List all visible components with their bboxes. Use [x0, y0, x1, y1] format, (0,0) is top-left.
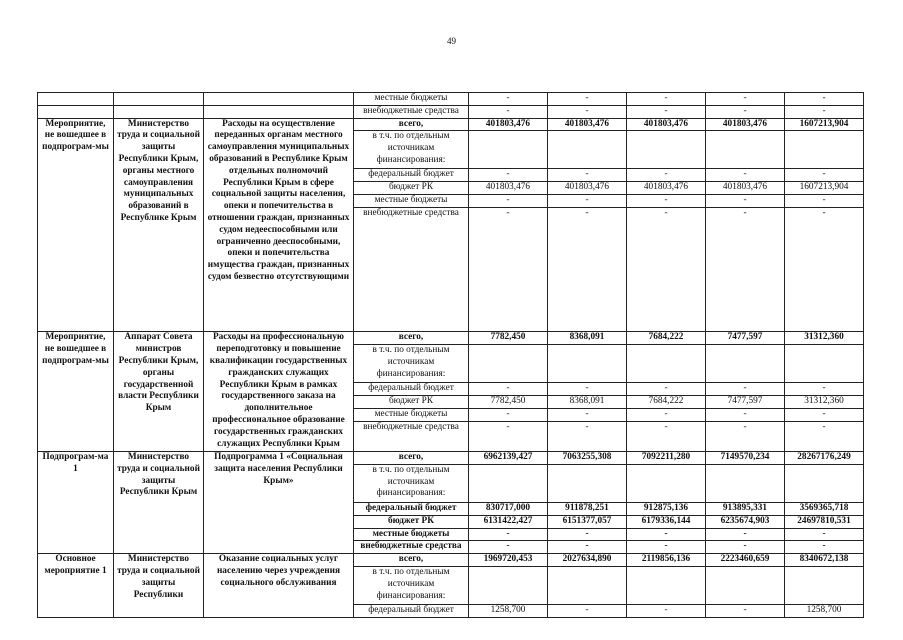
value-cell: - — [706, 93, 785, 106]
value-cell: - — [785, 383, 864, 396]
value-cell: 6151377,057 — [548, 515, 627, 528]
value-cell — [627, 566, 706, 604]
value-cell: - — [706, 408, 785, 421]
title-cell — [38, 105, 114, 118]
value-cell: - — [706, 169, 785, 182]
funding-source-cell: местные бюджеты — [354, 528, 469, 541]
value-cell: - — [469, 528, 548, 541]
table-row — [38, 93, 864, 106]
funding-source-cell: всего, — [354, 118, 469, 131]
value-cell: 8368,091 — [548, 396, 627, 409]
value-cell: - — [785, 105, 864, 118]
value-cell: 6235674,903 — [706, 515, 785, 528]
table-body — [38, 93, 864, 618]
table-row — [38, 105, 864, 118]
value-cell: - — [469, 421, 548, 451]
funding-source-cell: федеральный бюджет — [354, 502, 469, 515]
funding-source-cell: федеральный бюджет — [354, 169, 469, 182]
value-cell: - — [469, 169, 548, 182]
value-cell: 830717,000 — [469, 502, 548, 515]
value-cell — [469, 566, 548, 604]
value-cell: 28267176,249 — [785, 452, 864, 465]
value-cell: - — [548, 93, 627, 106]
value-cell: 6962139,427 — [469, 452, 548, 465]
value-cell — [785, 131, 864, 169]
funding-source-cell: в т.ч. по отдельным источникам финансирования: — [354, 464, 469, 502]
title-cell — [38, 93, 114, 106]
funding-source-cell: внебюджетные средства — [354, 105, 469, 118]
value-cell — [627, 131, 706, 169]
value-cell: - — [627, 207, 706, 331]
value-cell: - — [785, 408, 864, 421]
block-title: Мероприятие, не вошедшее в подпрограм-мы — [38, 332, 114, 452]
funding-source-cell: федеральный бюджет — [354, 383, 469, 396]
value-cell: - — [785, 421, 864, 451]
value-cell: - — [627, 528, 706, 541]
value-cell: - — [706, 528, 785, 541]
value-cell: - — [627, 605, 706, 618]
value-cell: 2223460,659 — [706, 554, 785, 567]
value-cell: - — [785, 195, 864, 208]
value-cell: 31312,360 — [785, 396, 864, 409]
value-cell: 2119856,136 — [627, 554, 706, 567]
value-cell — [785, 566, 864, 604]
value-cell: - — [469, 93, 548, 106]
budget-table — [37, 92, 864, 618]
value-cell: 911878,251 — [548, 502, 627, 515]
value-cell: 1969720,453 — [469, 554, 548, 567]
value-cell: 7477,597 — [706, 396, 785, 409]
table-row — [38, 332, 864, 345]
value-cell: - — [785, 207, 864, 331]
executor: Министерство труда и социальной защиты Республики — [114, 554, 204, 618]
funding-source-cell: всего, — [354, 452, 469, 465]
block-title: Основное мероприятие 1 — [38, 554, 114, 618]
value-cell: 7477,597 — [706, 332, 785, 345]
value-cell — [706, 566, 785, 604]
value-cell: - — [548, 383, 627, 396]
table-row — [38, 452, 864, 465]
value-cell: 6131422,427 — [469, 515, 548, 528]
value-cell: - — [706, 421, 785, 451]
value-cell: 7684,222 — [627, 396, 706, 409]
value-cell — [469, 131, 548, 169]
funding-source-cell: внебюджетные средства — [354, 207, 469, 331]
block-title: Мероприятие, не вошедшее в подпрограм-мы — [38, 118, 114, 332]
description-cell — [204, 105, 354, 118]
value-cell: - — [469, 105, 548, 118]
value-cell — [706, 345, 785, 383]
value-cell: 401803,476 — [627, 182, 706, 195]
value-cell: 31312,360 — [785, 332, 864, 345]
funding-source-cell: внебюджетные средства — [354, 421, 469, 451]
value-cell: 1607213,904 — [785, 118, 864, 131]
value-cell: - — [548, 169, 627, 182]
value-cell: 1607213,904 — [785, 182, 864, 195]
description-cell — [204, 93, 354, 106]
value-cell — [706, 131, 785, 169]
value-cell — [627, 464, 706, 502]
value-cell: - — [785, 169, 864, 182]
block-title: Подпрограм-ма 1 — [38, 452, 114, 554]
value-cell: 2027634,890 — [548, 554, 627, 567]
value-cell: 1258,700 — [785, 605, 864, 618]
value-cell: - — [469, 541, 548, 554]
value-cell: 7092211,280 — [627, 452, 706, 465]
value-cell: 401803,476 — [548, 182, 627, 195]
page-number: 49 — [447, 36, 456, 46]
table-row — [38, 554, 864, 567]
value-cell: - — [627, 93, 706, 106]
description: Расходы на профессиональную переподготовку и повышение квалификации государственных гражданских служащих Республики Крым в рамках государственного заказа на дополнительное профессиональное образование государственных гражданских служащих Республики Крым — [204, 332, 354, 452]
funding-source-cell: в т.ч. по отдельным источникам финансирования: — [354, 131, 469, 169]
value-cell: 3569365,718 — [785, 502, 864, 515]
value-cell: - — [627, 408, 706, 421]
value-cell: - — [706, 195, 785, 208]
value-cell: - — [469, 408, 548, 421]
funding-source-cell: бюджет РК — [354, 182, 469, 195]
value-cell: - — [785, 528, 864, 541]
value-cell — [785, 464, 864, 502]
funding-source-cell: в т.ч. по отдельным источникам финансирования: — [354, 566, 469, 604]
executor: Аппарат Совета министров Республики Крым, органы государственной власти Республики Крым — [114, 332, 204, 452]
funding-source-cell: местные бюджеты — [354, 408, 469, 421]
value-cell: - — [548, 541, 627, 554]
value-cell: 6179336,144 — [627, 515, 706, 528]
funding-source-cell: федеральный бюджет — [354, 605, 469, 618]
value-cell: 8340672,138 — [785, 554, 864, 567]
value-cell: 1258,700 — [469, 605, 548, 618]
description: Подпрограмма 1 «Социальная защита населения Республики Крым» — [204, 452, 354, 554]
executor-cell — [114, 105, 204, 118]
value-cell — [469, 464, 548, 502]
value-cell: - — [548, 207, 627, 331]
value-cell: 401803,476 — [627, 118, 706, 131]
funding-source-cell: в т.ч. по отдельным источникам финансирования: — [354, 345, 469, 383]
value-cell: 7782,450 — [469, 396, 548, 409]
funding-source-cell: бюджет РК — [354, 396, 469, 409]
value-cell: 401803,476 — [469, 182, 548, 195]
executor: Министерство труда и социальной защиты Республики Крым, органы местного самоуправления муниципальных образований в Республике Крым — [114, 118, 204, 332]
description: Оказание социальных услуг населению через учреждения социального обслуживания — [204, 554, 354, 618]
funding-source-cell: всего, — [354, 554, 469, 567]
value-cell — [548, 345, 627, 383]
value-cell: - — [706, 105, 785, 118]
value-cell: - — [469, 207, 548, 331]
value-cell: 401803,476 — [706, 118, 785, 131]
value-cell — [785, 345, 864, 383]
description: Расходы на осуществление переданных органам местного самоуправления муниципальных образований в Республике Крым отдельных полномочий Республики Крым в сфере социальной защиты населения, опеки и попечительства в отношении граждан, признанных судом недееспособными или ограниченно дееспособными, опеки и попечительства имущества граждан, признанных судом безвестно отсутствующими — [204, 118, 354, 332]
value-cell — [548, 131, 627, 169]
value-cell: - — [548, 421, 627, 451]
value-cell — [469, 345, 548, 383]
value-cell — [627, 345, 706, 383]
table-row — [38, 118, 864, 131]
value-cell: - — [706, 605, 785, 618]
value-cell: - — [706, 207, 785, 331]
value-cell: - — [627, 105, 706, 118]
value-cell: 7782,450 — [469, 332, 548, 345]
value-cell: 401803,476 — [706, 182, 785, 195]
funding-source-cell: местные бюджеты — [354, 93, 469, 106]
value-cell: 7149570,234 — [706, 452, 785, 465]
value-cell: - — [627, 195, 706, 208]
value-cell: 7684,222 — [627, 332, 706, 345]
value-cell: 913895,331 — [706, 502, 785, 515]
value-cell: - — [627, 383, 706, 396]
value-cell: - — [548, 408, 627, 421]
value-cell: - — [548, 605, 627, 618]
value-cell: - — [627, 541, 706, 554]
funding-source-cell: всего, — [354, 332, 469, 345]
funding-source-cell: бюджет РК — [354, 515, 469, 528]
value-cell: 7063255,308 — [548, 452, 627, 465]
executor: Министерство труда и социальной защиты Республики Крым — [114, 452, 204, 554]
value-cell: - — [706, 541, 785, 554]
value-cell — [548, 566, 627, 604]
value-cell: - — [785, 541, 864, 554]
value-cell: - — [548, 528, 627, 541]
value-cell: 912875,136 — [627, 502, 706, 515]
value-cell: - — [785, 93, 864, 106]
value-cell: - — [627, 421, 706, 451]
value-cell: - — [469, 195, 548, 208]
value-cell: 8368,091 — [548, 332, 627, 345]
value-cell: - — [627, 169, 706, 182]
funding-source-cell: внебюджетные средства — [354, 541, 469, 554]
executor-cell — [114, 93, 204, 106]
funding-source-cell: местные бюджеты — [354, 195, 469, 208]
value-cell: - — [706, 383, 785, 396]
value-cell: - — [548, 195, 627, 208]
value-cell: - — [469, 383, 548, 396]
value-cell: 401803,476 — [548, 118, 627, 131]
value-cell — [706, 464, 785, 502]
value-cell: 401803,476 — [469, 118, 548, 131]
value-cell: 24697810,531 — [785, 515, 864, 528]
value-cell: - — [548, 105, 627, 118]
value-cell — [548, 464, 627, 502]
